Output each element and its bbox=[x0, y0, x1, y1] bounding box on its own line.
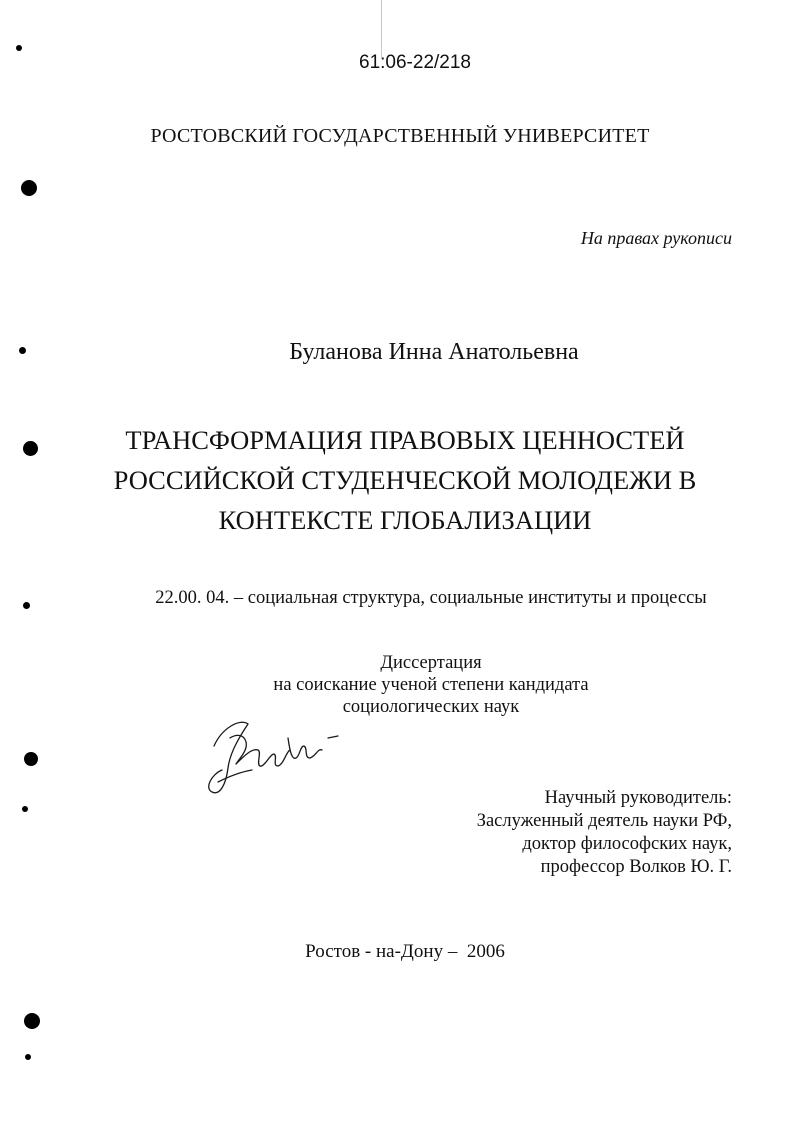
binding-hole bbox=[24, 1013, 40, 1029]
supervisor-line: Заслуженный деятель науки РФ, bbox=[476, 811, 732, 831]
author-name: Буланова Инна Анатольевна bbox=[289, 339, 579, 365]
supervisor-line: профессор Волков Ю. Г. bbox=[540, 857, 732, 877]
title-line: КОНТЕКСТЕ ГЛОБАЛИЗАЦИИ bbox=[218, 505, 592, 535]
title-line: РОССИЙСКОЙ СТУДЕНЧЕСКОЙ МОЛОДЕЖИ В bbox=[113, 465, 697, 495]
manuscript-note: На правах рукописи bbox=[580, 228, 732, 248]
handwritten-signature bbox=[200, 708, 350, 803]
degree-statement bbox=[0, 652, 800, 718]
place-and-year: Ростов - на-Дону – 2006 bbox=[305, 941, 505, 962]
degree-line: социологических наук bbox=[342, 697, 520, 717]
binding-hole bbox=[25, 1054, 31, 1060]
degree-line: на соискание ученой степени кандидата bbox=[273, 675, 589, 695]
specialty-code: 22.00. 04. – социальная структура, социальные институты и процессы bbox=[155, 588, 707, 608]
dissertation-title bbox=[0, 420, 800, 540]
binding-hole bbox=[24, 752, 38, 766]
title-line: ТРАНСФОРМАЦИЯ ПРАВОВЫХ ЦЕННОСТЕЙ bbox=[125, 425, 685, 455]
supervisor-line: Научный руководитель: bbox=[544, 788, 732, 808]
degree-line: Диссертация bbox=[380, 653, 482, 673]
binding-hole bbox=[21, 180, 37, 196]
supervisor-block bbox=[477, 787, 732, 879]
university-name: РОСТОВСКИЙ ГОСУДАРСТВЕННЫЙ УНИВЕРСИТЕТ bbox=[150, 125, 650, 147]
binding-hole bbox=[16, 45, 22, 51]
scan-artifact-line bbox=[381, 0, 382, 58]
binding-hole bbox=[22, 806, 28, 812]
catalog-number: 61:06-22/218 bbox=[359, 52, 471, 73]
supervisor-line: доктор философских наук, bbox=[522, 834, 732, 854]
